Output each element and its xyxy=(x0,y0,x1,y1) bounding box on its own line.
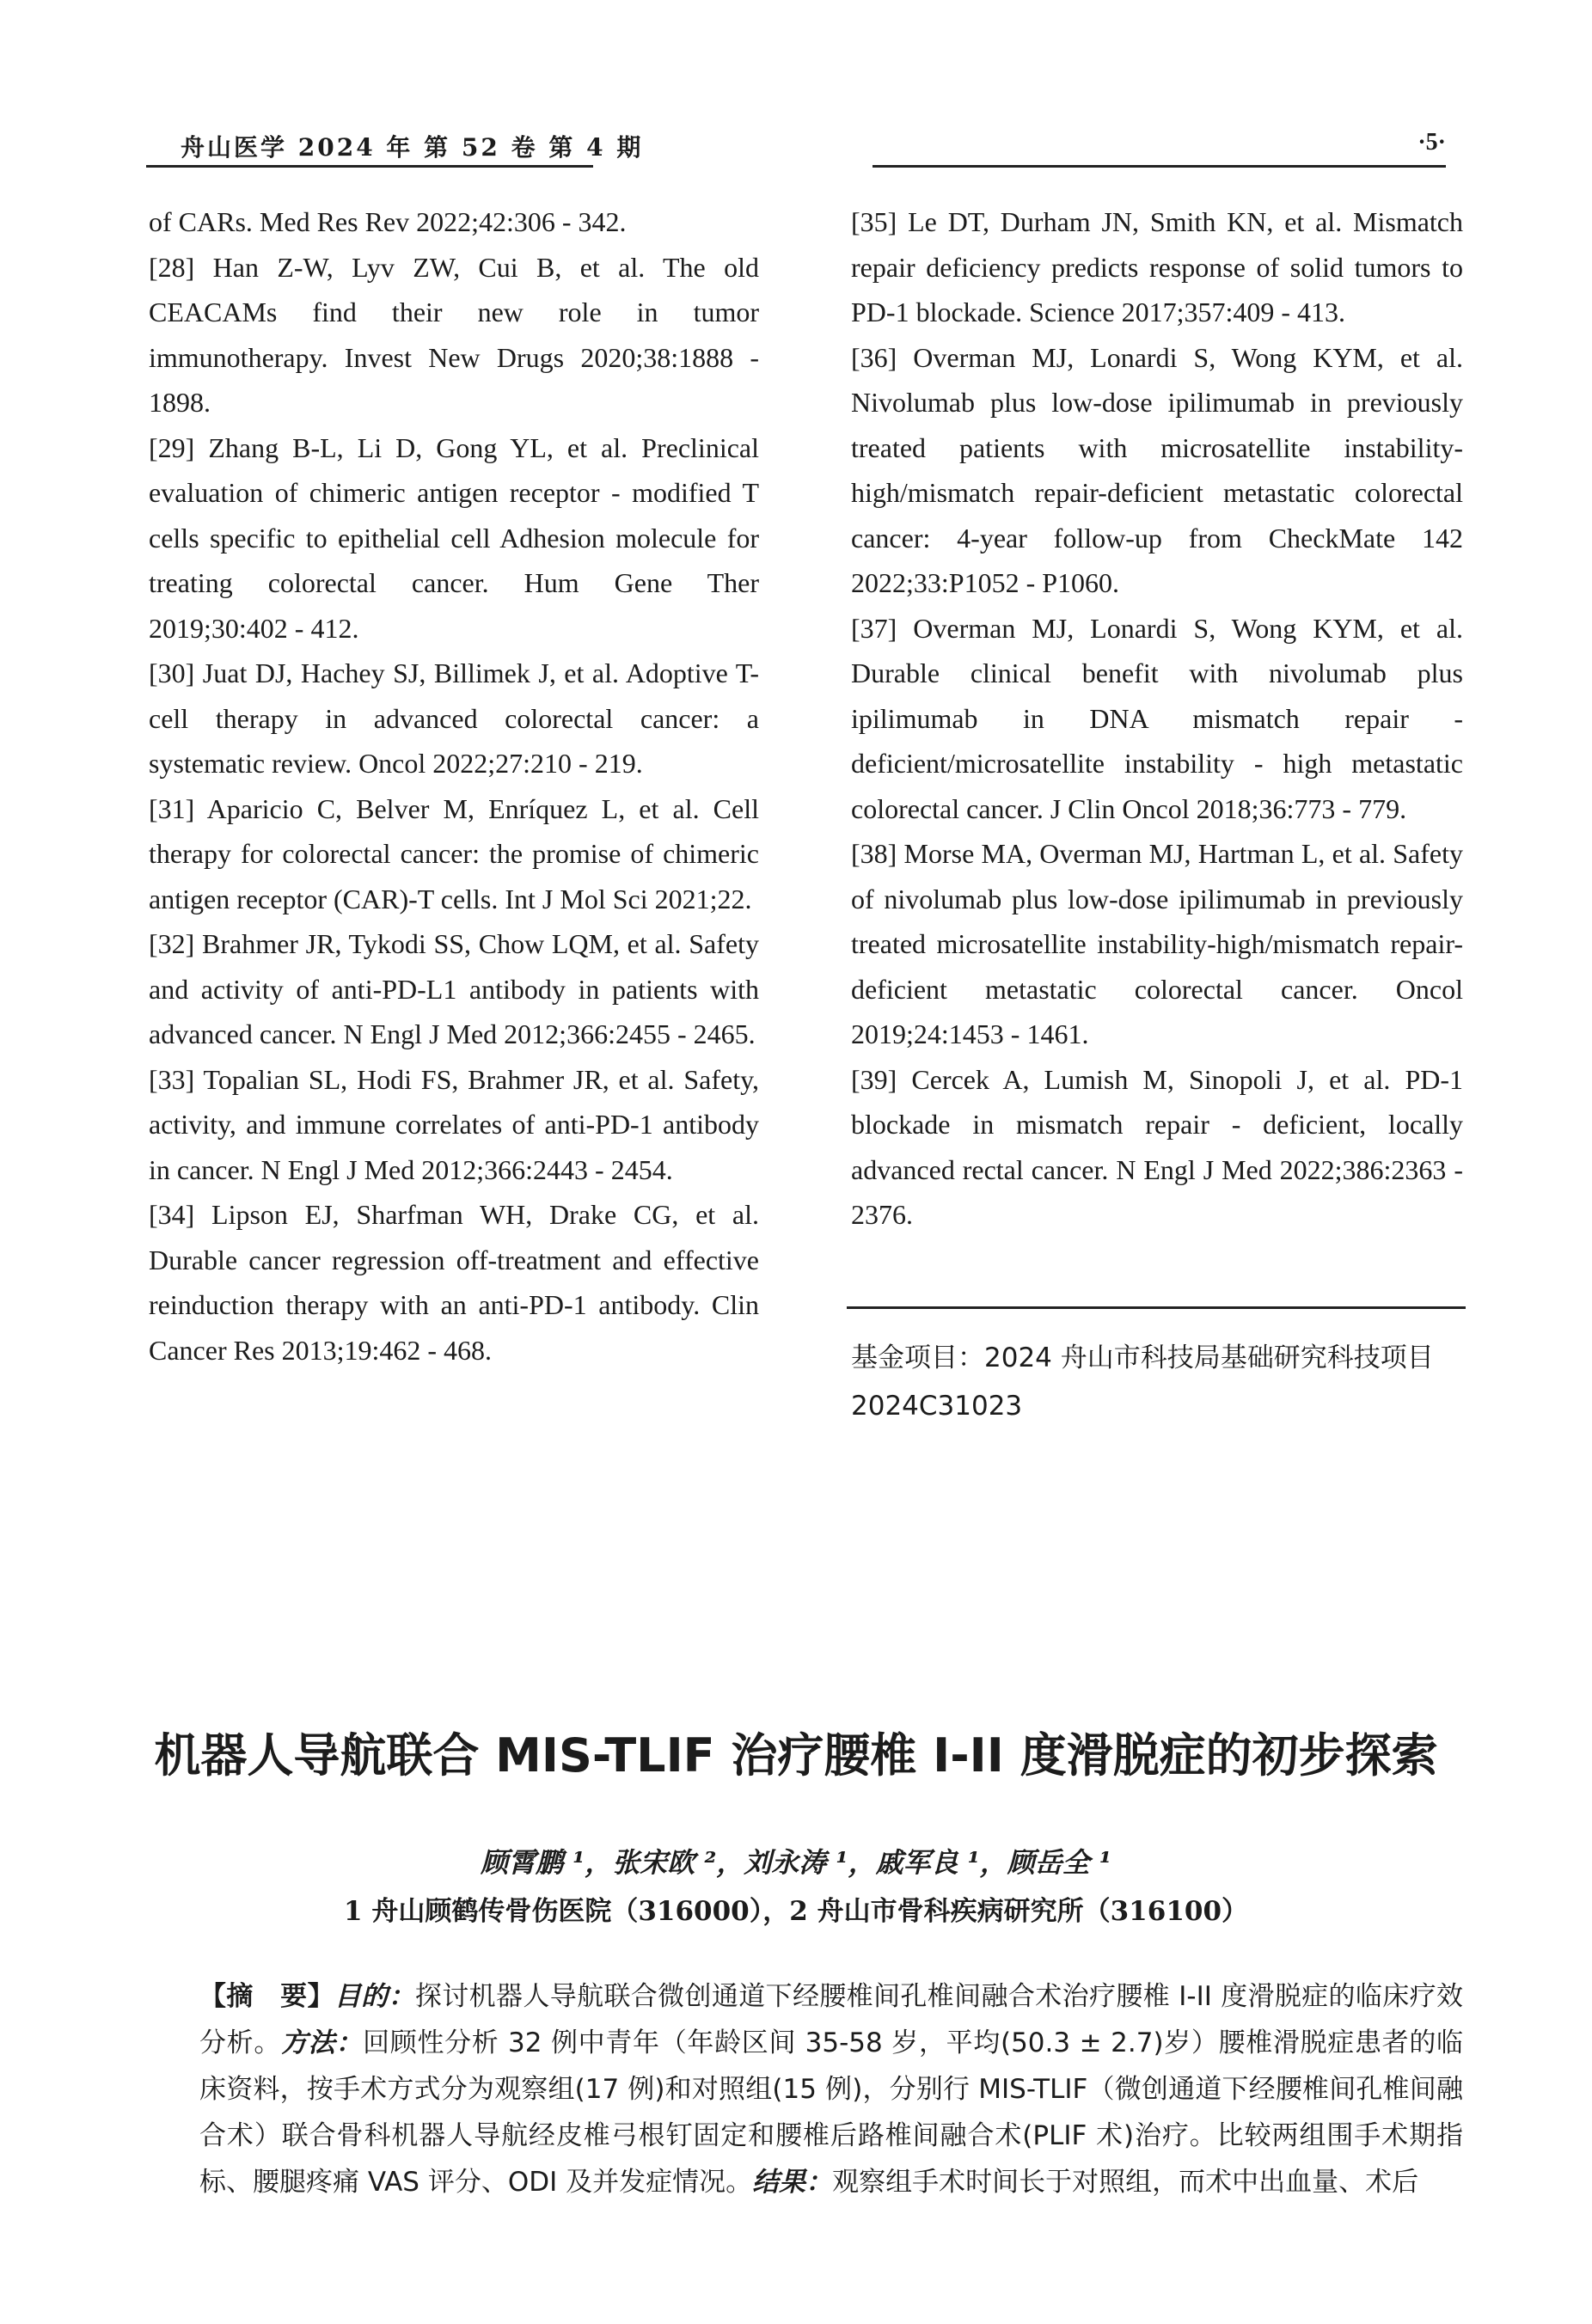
reference-item: [39] Cercek A, Lumish M, Sinopoli J, et al. PD-1 blockade in mismatch repair - deficient, locally advanced rectal cancer. N Engl J Med 2022;386:2363 - 2376. xyxy=(851,1063,1463,1230)
result-label: 结果： xyxy=(752,2167,833,2198)
result-text: 观察组手术时间长于对照组，而术中出血量、术后 xyxy=(832,2167,1419,2198)
funding-line: 基金项目：2024 舟山市科技局基础研究科技项目 xyxy=(851,1342,1434,1373)
reference-item: [36] Overman MJ, Lonardi S, Wong KYM, et al. Nivolumab plus low-dose ipilimumab in previously treated patients with microsatellite instability-high/mismatch repair-deficient metastatic colorectal cancer: 4-year follow-up from CheckMate 142 2022;33:P1052 - P1060. xyxy=(851,341,1463,598)
reference-column-left xyxy=(149,199,759,1373)
reference-column-right xyxy=(851,199,1463,1238)
reference-item: [32] Brahmer JR, Tykodi SS, Chow LQM, et al. Safety and activity of anti-PD-L1 antibody in patients with advanced cancer. N Engl J Med 2012;366:2455 - 2465. xyxy=(149,928,759,1049)
reference-item: [31] Aparicio C, Belver M, Enríquez L, et al. Cell therapy for colorectal cancer: the promise of chimeric antigen receptor (CAR)-T cells. Int J Mol Sci 2021;22. xyxy=(149,792,759,914)
page-number: ·5· xyxy=(1417,129,1446,156)
header-rule-right xyxy=(873,165,1446,168)
abstract-label: 【摘 要】 xyxy=(199,1981,334,2012)
reference-item: of CARs. Med Res Rev 2022;42:306 - 342. xyxy=(149,206,627,237)
reference-item: [29] Zhang B-L, Li D, Gong YL, et al. Preclinical evaluation of chimeric antigen receptor - modified T cells specific to epithelial cell Adhesion molecule for treating colorectal cancer. Hum Gene Ther 2019;30:402 - 412. xyxy=(149,431,759,644)
funding-note xyxy=(851,1334,1463,1430)
reference-item: [28] Han Z-W, Lyv ZW, Cui B, et al. The old CEACAMs find their new role in tumor immunotherapy. Invest New Drugs 2020;38:1888 - 1898. xyxy=(149,251,759,418)
funding-code: 2024C31023 xyxy=(851,1391,1023,1422)
reference-item: [35] Le DT, Durham JN, Smith KN, et al. Mismatch repair deficiency predicts response of solid tumors to PD-1 blockade. Science 2017;357:409 - 413. xyxy=(851,206,1463,327)
method-label: 方法： xyxy=(281,2027,364,2058)
purpose-text: 探讨机器人导航联合微创通道下经腰椎间孔椎间融合术治疗腰椎 I-II 度滑脱症的临床疗效分析。 xyxy=(199,1981,1463,2058)
affiliations: 1 舟山顾鹤传骨伤医院（316000），2 舟山市骨科疾病研究所（316100） xyxy=(343,1896,1249,1927)
reference-item: [37] Overman MJ, Lonardi S, Wong KYM, et al. Durable clinical benefit with nivolumab plus ipilimumab in DNA mismatch repair - deficient/microsatellite instability - high metastatic colorectal cancer. J Clin Oncol 2018;36:773 - 779. xyxy=(851,612,1463,824)
running-header xyxy=(146,129,1446,167)
reference-item: [38] Morse MA, Overman MJ, Hartman L, et al. Safety of nivolumab plus low-dose ipilimumab in previously treated microsatellite instability-high/mismatch repair-deficient metastatic colorectal cancer. Oncol 2019;24:1453 - 1461. xyxy=(851,838,1463,1049)
journal-issue: 舟山医学 2024 年 第 52 卷 第 4 期 xyxy=(181,133,644,162)
reference-item: [33] Topalian SL, Hodi FS, Brahmer JR, et al. Safety, activity, and immune correlates of anti-PD-1 antibody in cancer. N Engl J Med 2012;366:2443 - 2454. xyxy=(149,1063,759,1185)
header-rule xyxy=(146,165,593,168)
method-text: 回顾性分析 32 例中青年（年龄区间 35-58 岁，平均(50.3 ± 2.7)岁）腰椎滑脱症患者的临床资料，按手术方式分为观察组(17 例)和对照组(15 例)，分别行 MIS-TLIF（微创通道下经腰椎间孔椎间融合术）联合骨科机器人导航经皮椎弓根钉固定和腰椎后路椎间融合术(PLIF 术)治疗。比较两组围手术期指标、腰腿疼痛 VAS 评分、ODI 及并发症情况。 xyxy=(199,2027,1464,2198)
purpose-label: 目的： xyxy=(334,1981,415,2012)
funding-divider xyxy=(847,1306,1466,1309)
reference-item: [30] Juat DJ, Hachey SJ, Billimek J, et al. Adoptive T-cell therapy in advanced colorectal cancer: a systematic review. Oncol 2022;27:210 - 219. xyxy=(149,657,759,779)
abstract xyxy=(199,1973,1463,2205)
reference-item: [34] Lipson EJ, Sharfman WH, Drake CG, et al. Durable cancer regression off-treatment and effective reinduction therapy with an anti-PD-1 antibody. Clin Cancer Res 2013;19:462 - 468. xyxy=(149,1199,759,1366)
author-list: 顾霄鹏 ¹，张宋欧 ²，刘永涛 ¹，戚军良 ¹，顾岳全 ¹ xyxy=(481,1846,1111,1879)
article-title: 机器人导航联合 MIS-TLIF 治疗腰椎 I-II 度滑脱症的初步探索 xyxy=(154,1728,1438,1783)
